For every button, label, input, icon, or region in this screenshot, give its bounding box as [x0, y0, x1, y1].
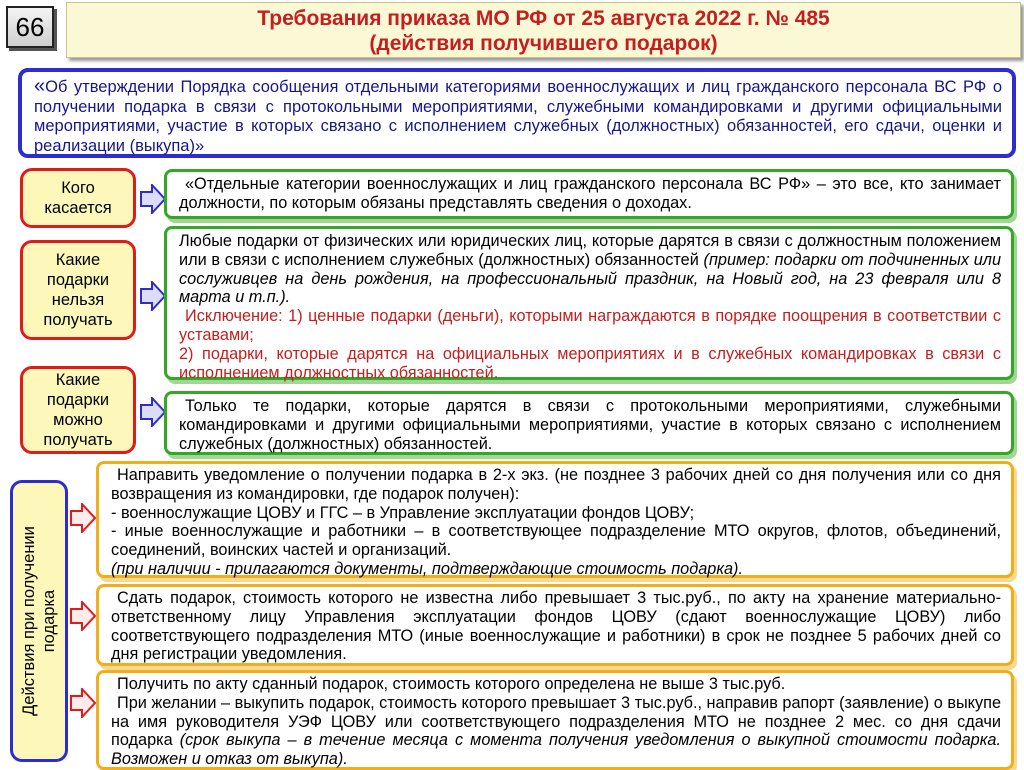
forbidden-exception-2: 2) подарки, которые дарятся на официальных мероприятиях и в служебных командировках в связи с исполнением должностных обязанностей.	[179, 344, 1001, 382]
hand-text: Сдать подарок, стоимость которого не известна либо превышает 3 тыс.руб., по акту на хранение материально-ответственному лицу Управления эксплуатации фондов ЦОВУ (сдают военнослужащие ЦОВУ) либо соответствующего подразделения МТО (иные военнослужащие и работники) в срок не позднее 5 рабочих дней со дня регистрации уведомления.	[111, 589, 1001, 664]
box-receive	[96, 670, 1014, 770]
notify-line-1: Направить уведомление о получении подарка в 2-х экз. (не позднее 3 рабочих дней со дня получения или со дня возвращения из командировки, где подарок получен):	[111, 466, 1001, 503]
arrow-right-icon	[70, 601, 96, 631]
receive-line-1: Получить по акту сданный подарок, стоимость которого определена не выше 3 тыс.руб.	[117, 675, 786, 693]
order-text	[34, 77, 1002, 156]
notify-line-2: - военнослужащие ЦОВУ и ГГС – в Управление эксплуатации фондов ЦОВУ;	[111, 503, 695, 522]
notify-note: (при наличии - прилагаются документы, подтверждающие стоимость подарка).	[111, 559, 744, 578]
page-title	[66, 2, 1021, 58]
forbidden-example: (пример: подарки от подчиненных или сослуживцев на день рождения, на профессиональный праздник, на Новый год, на 23 февраля или 8 марта и т.п.).	[179, 250, 1001, 307]
order-box	[18, 68, 1016, 158]
who-text: «Отдельные категории военнослужащих и лиц гражданского персонала ВС РФ» – это все, кто занимает должности, по которым обязаны представлять сведения о доходах.	[179, 175, 1001, 212]
arrow-right-icon	[70, 688, 96, 718]
allowed-text: Только те подарки, которые дарятся в связи с протокольными мероприятиями, служебными командировками и другими официальными мероприятиями, участие в которых связано с исполнением служебных (должностных) обязанностей.	[179, 397, 1001, 453]
order-quote-mark: «	[34, 75, 46, 97]
label-forbidden-text: Какие подарки нельзя получать	[43, 251, 113, 329]
arrow-right-icon	[140, 281, 166, 311]
arrow-right-icon	[70, 503, 96, 533]
label-who-text: Кого касается	[44, 179, 112, 217]
title-line-1: Требования приказа МО РФ от 25 августа 2022 г. № 485	[257, 7, 830, 30]
forbidden-main: Любые подарки от физических или юридических лиц, которые дарятся в связи с должностным положением или в связи с исполнением служебных (должностных) обязанностей	[179, 232, 1001, 269]
slide-number: 66	[6, 6, 54, 48]
box-notify	[96, 461, 1014, 578]
forbidden-text	[179, 232, 1001, 307]
receive-line-2-main: При желании – выкупить подарок, стоимость которого превышает 3 тыс.руб., направив рапорт (заявление) о выкупе на имя руководителя УЭФ ЦОВУ или соответствующего подразделения МТО не позднее 2 мес. со дня сдачи подарка	[111, 693, 1002, 750]
forbidden-exception-1: Исключение: 1) ценные подарки (деньги), которыми награждаются в порядке поощрения в соответствии с уставами;	[179, 307, 1001, 344]
label-who	[20, 168, 136, 228]
title-line-2: (действия получившего подарок)	[369, 32, 718, 55]
order-text-body: Об утверждении Порядка сообщения отдельными категориями военнослужащих и лиц гражданского персонала ВС РФ о получении подарка в связи с протокольными мероприятиями, служебными командировками и другими официальными мероприятиями, участие в которых связано с исполнением служебных (должностных) обязанностей, его сдачи, оценки и реализации (выкупа)»	[34, 78, 1002, 155]
receive-line-2-italic: (срок выкупа – в течение месяца с момента получения уведомления о выкупной стоимости подарка. Возможен и отказ от выкупа).	[111, 731, 1001, 769]
label-actions-text	[19, 496, 59, 746]
label-forbidden	[20, 240, 136, 340]
box-who	[164, 169, 1014, 219]
label-allowed-text: Какие подарки можно получать	[43, 371, 113, 449]
receive-line-2	[111, 694, 1001, 769]
label-actions-text-bound: Действия при получении подарка	[20, 526, 58, 716]
arrow-right-icon	[140, 397, 166, 427]
label-allowed	[20, 366, 136, 454]
notify-line-3: - иные военнослужащие и работники – в соответствующее подразделение МТО округов, флотов, объединений, соединений, воинских частей и организаций.	[111, 522, 1001, 560]
label-actions	[10, 480, 68, 762]
arrow-right-icon	[140, 184, 166, 214]
box-forbidden	[164, 226, 1014, 380]
box-hand-over	[96, 584, 1014, 666]
box-allowed	[164, 391, 1014, 455]
